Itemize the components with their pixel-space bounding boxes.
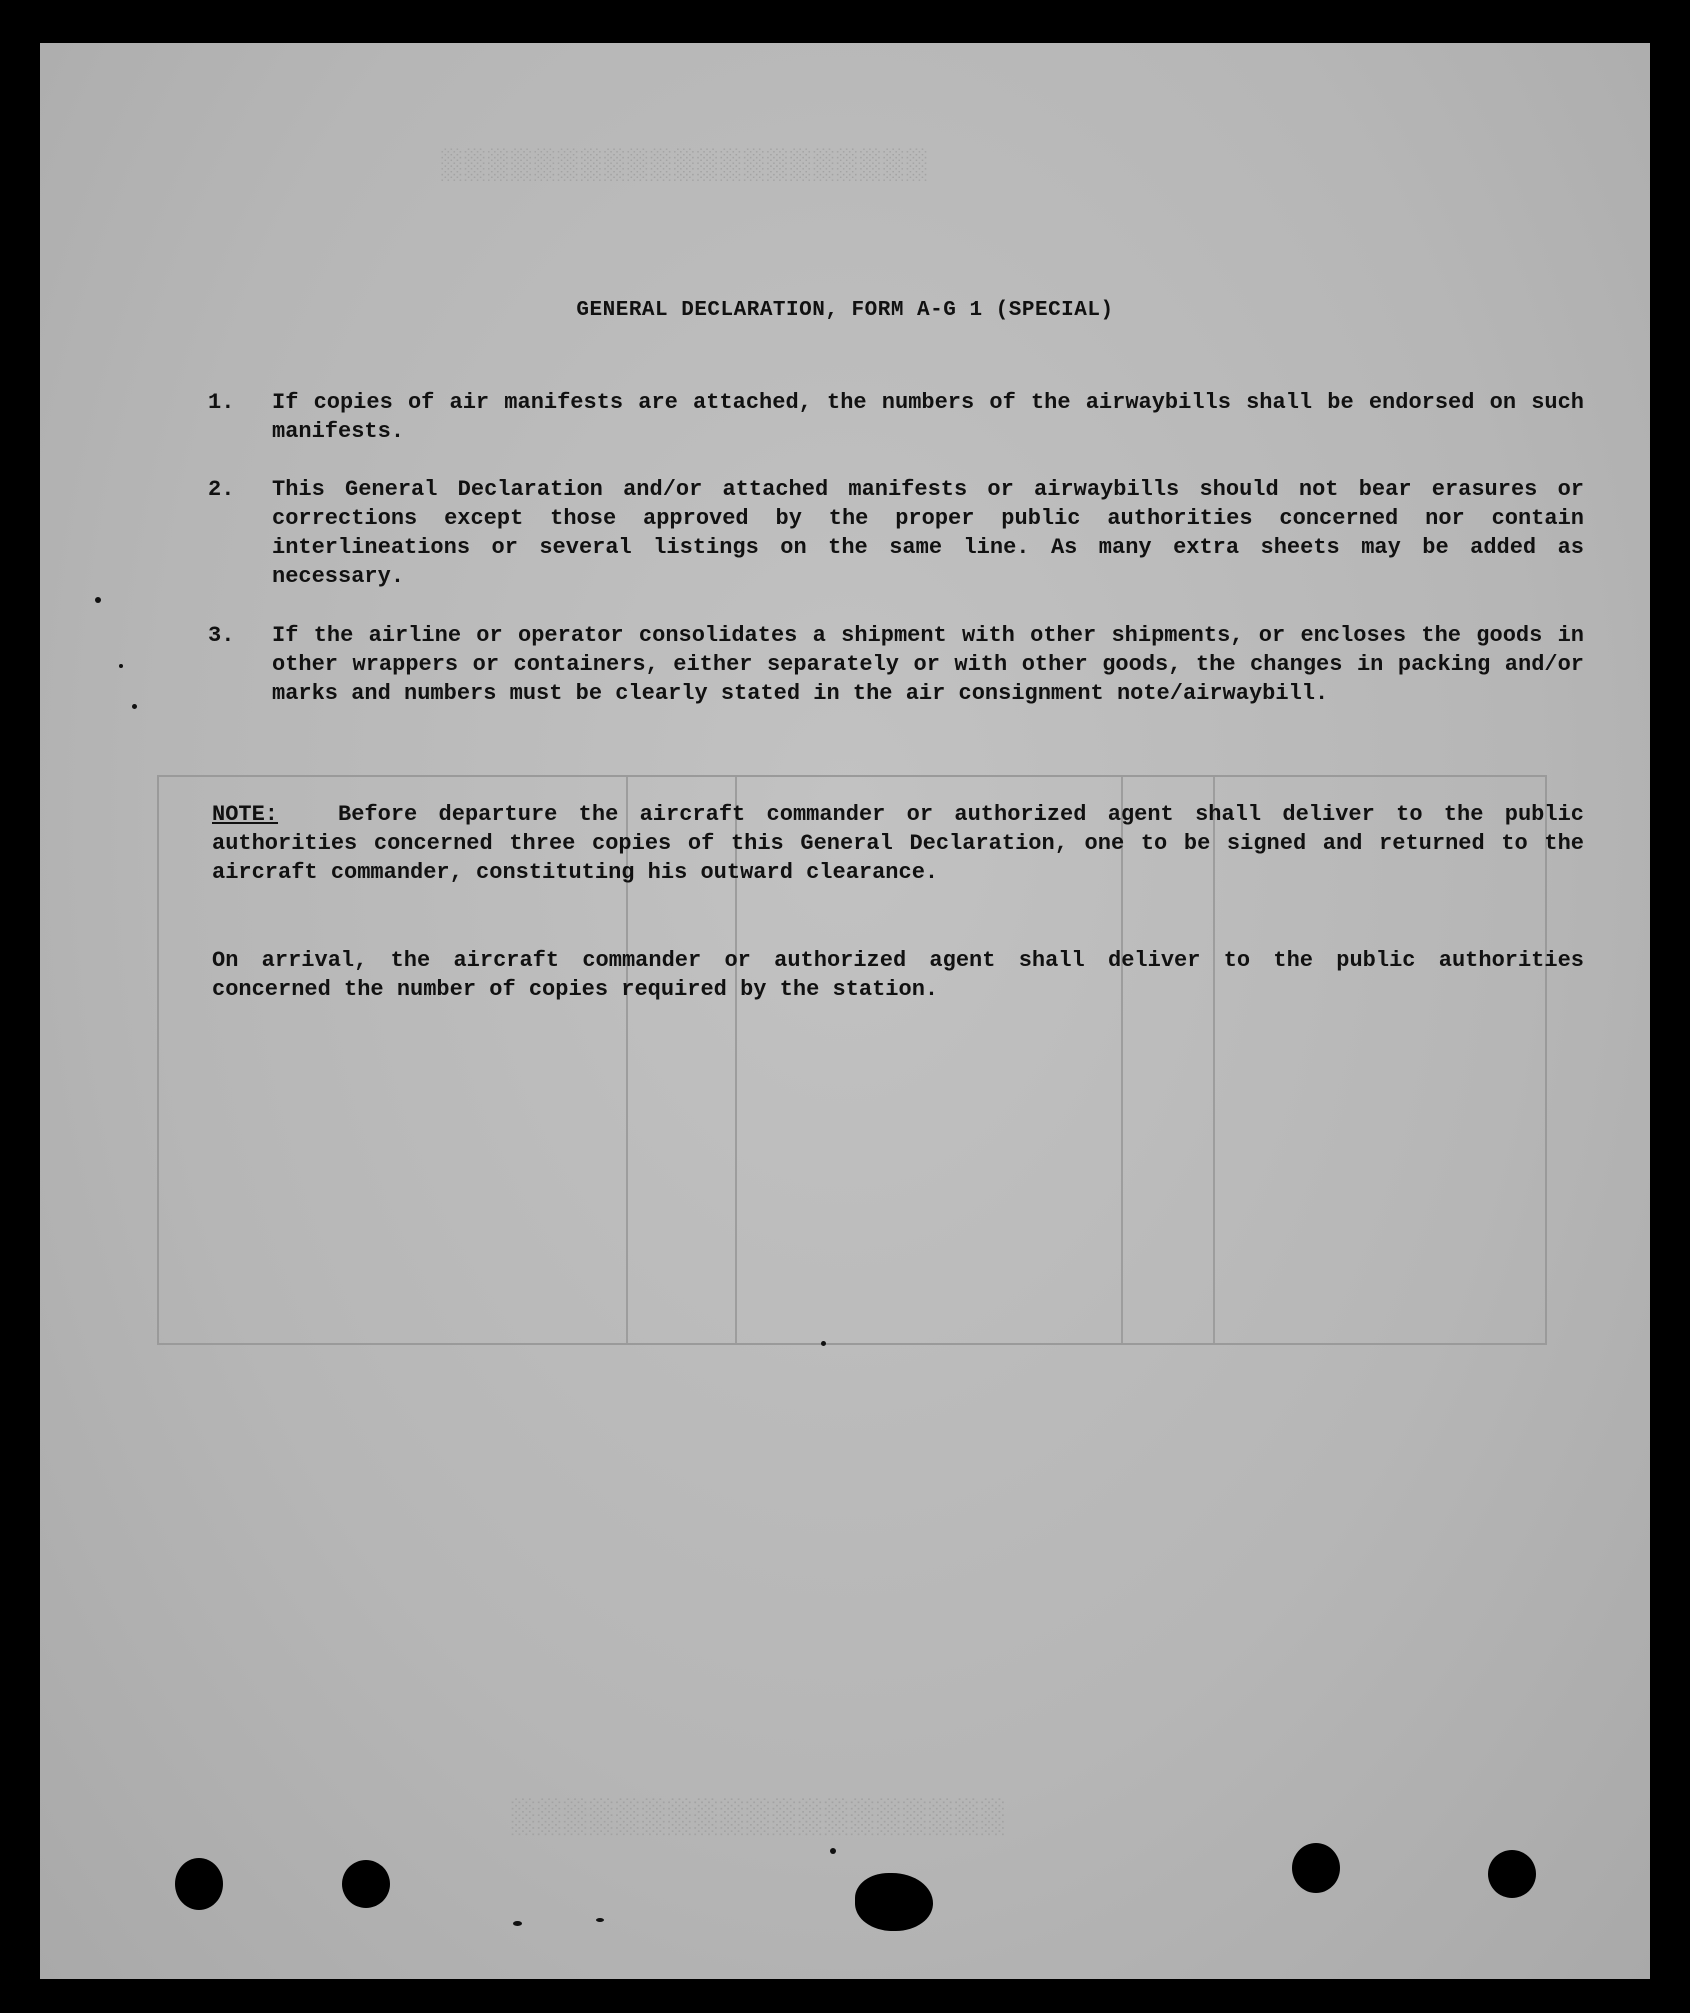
bleed-through-ghost: ░░░░░░░░░░░░░░░░░░░░░ (440, 149, 929, 182)
item-text: This General Declaration and/or attached manifests or airwaybills should not bear erasures or corrections except those approved by the proper public authorities concerned nor contain interlineations or several listings on the same line. As many extra sheets may be added as necessary. (272, 477, 1584, 589)
page-title: GENERAL DECLARATION, FORM A-G 1 (SPECIAL) (576, 299, 1114, 322)
speck (95, 597, 101, 603)
punch-hole (175, 1858, 223, 1910)
arrival-paragraph: On arrival, the aircraft commander or authorized agent shall deliver to the public authorities concerned the number of copies required by the station. (212, 948, 1584, 1002)
item-text: If the airline or operator consolidates a shipment with other shipments, or encloses the goods in other wrappers or containers, either separately or with other goods, the changes in packing and/or marks and numbers must be clearly stated in the air consignment note/airwaybill. (272, 623, 1584, 706)
instruction-item (208, 475, 1584, 591)
item-number: 3. (208, 623, 235, 648)
speck (821, 1341, 826, 1346)
punch-hole (342, 1860, 390, 1908)
speck (132, 704, 137, 709)
document-page (40, 43, 1650, 1979)
item-number: 1. (208, 390, 235, 415)
bleed-through-ghost: ░░░░░░░░░░░░░░░░░░░ (510, 1799, 1006, 1836)
note-label: NOTE: (212, 802, 279, 827)
speck (830, 1848, 836, 1854)
punch-hole (1292, 1843, 1340, 1893)
item-text: If copies of air manifests are attached, the numbers of the airwaybills shall be endorsed on such manifests. (272, 390, 1584, 444)
instruction-item (208, 621, 1584, 708)
note-paragraph (212, 800, 1584, 887)
punch-hole (1488, 1850, 1536, 1898)
speck (596, 1918, 604, 1922)
note-text: Before departure the aircraft commander or authorized agent shall deliver to the public authorities concerned three copies of this General Declaration, one to be signed and returned to the aircraft commander, constituting his outward clearance. (212, 802, 1584, 885)
punch-hole (855, 1873, 933, 1931)
item-number: 2. (208, 477, 235, 502)
instruction-item (208, 388, 1584, 446)
speck (513, 1921, 522, 1926)
speck (119, 664, 123, 668)
